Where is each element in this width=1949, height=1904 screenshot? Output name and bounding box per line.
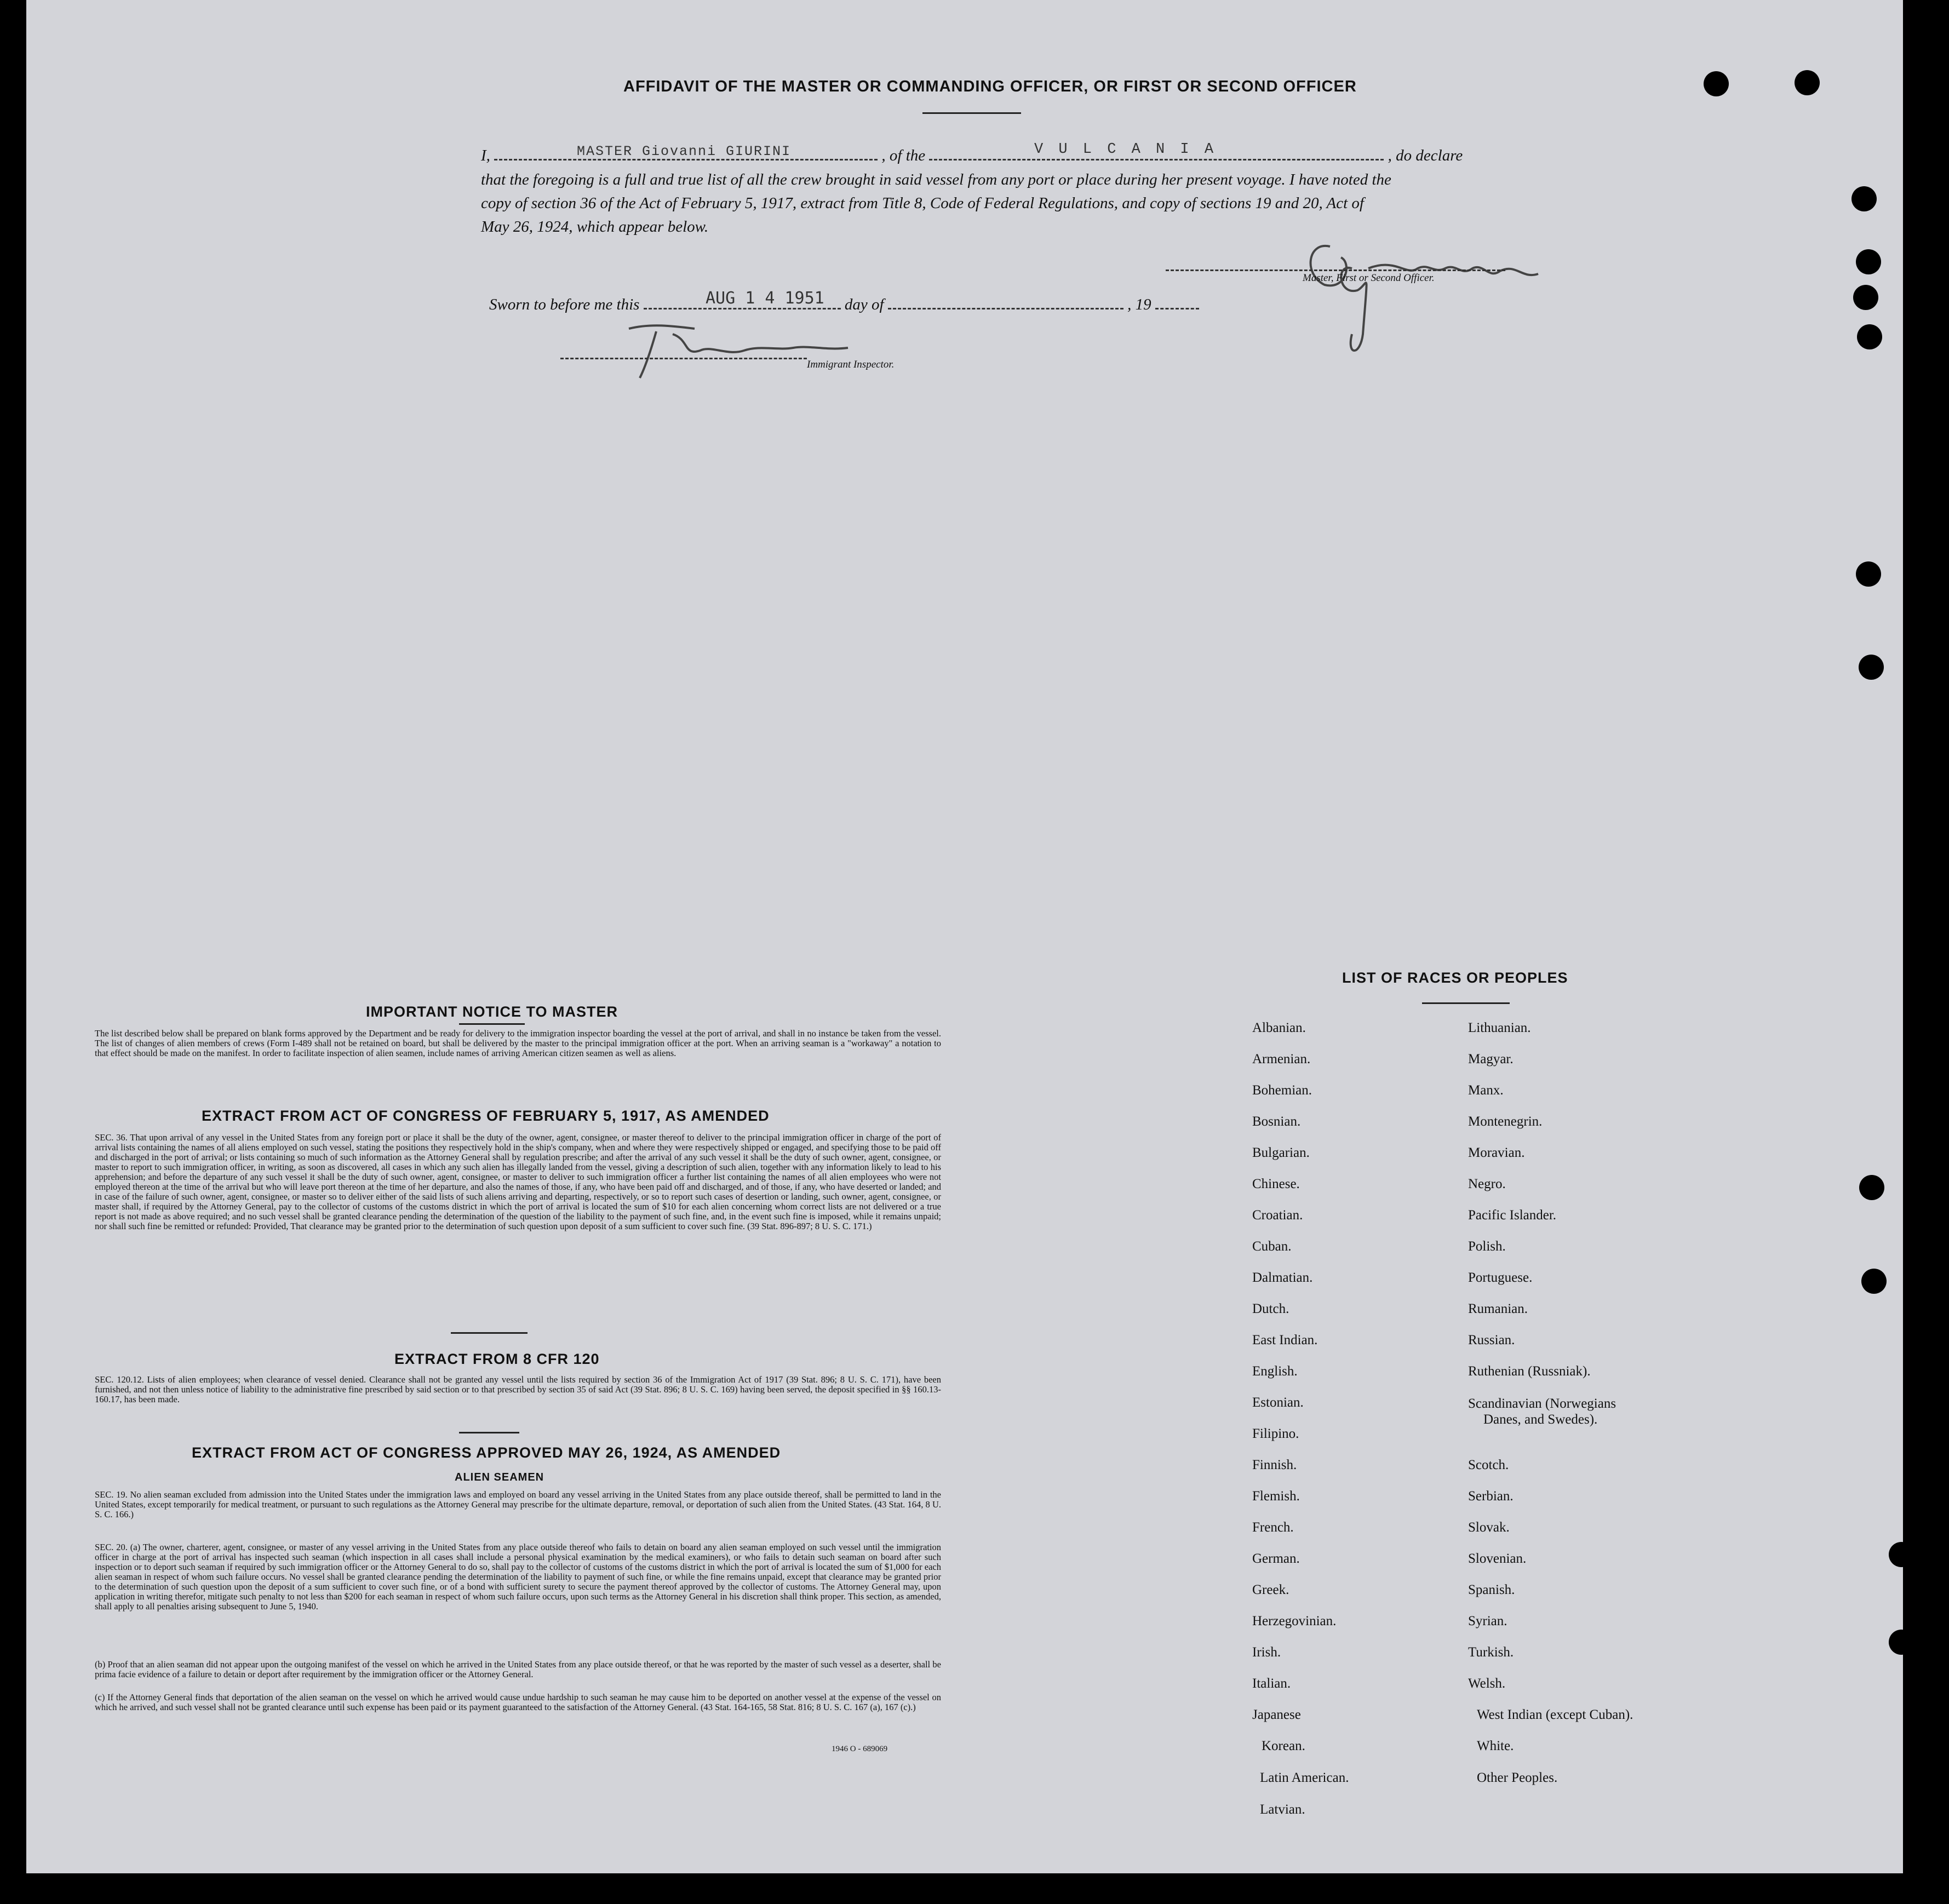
master-name-value: MASTER Giovanni GIURINI	[577, 144, 792, 159]
race-item: Flemish.	[1252, 1489, 1300, 1504]
race-item: Latin American.	[1260, 1770, 1349, 1785]
race-item: Turkish.	[1468, 1645, 1514, 1660]
race-item: Slovak.	[1468, 1520, 1510, 1535]
race-item: Bulgarian.	[1252, 1145, 1310, 1160]
race-item: Albanian.	[1252, 1020, 1306, 1035]
race-item: Scotch.	[1468, 1458, 1509, 1472]
race-item: Latvian.	[1260, 1802, 1305, 1817]
sworn-date-line	[644, 308, 841, 309]
race-item: Cuban.	[1252, 1239, 1292, 1254]
sworn-date-stamp: AUG 1 4 1951	[706, 289, 824, 308]
month-line	[888, 308, 1123, 309]
divider-1	[451, 1332, 528, 1334]
extract1917-text: SEC. 36. That upon arrival of any vessel in the United States from any foreign port or place it shall be the duty of the owner, agent, consignee, or master thereof to deliver to the principal immigration officer in charge of the port of arrival lists containing the names of all aliens employed on such vessel, stating the positions they respectively hold in the ship's company, when and where they were respectively shipped or engaged, and specifying those to be paid off and discharged in the port of arrival; or lists containing so much of such information as the Attorney General shall by regulation prescribe; and after the arrival of any such vessel it shall be the duty of such owner, agent, consignee, or master to report to such immigration officer, in writing, as soon as discovered, all cases in which any such alien has illegally landed from the vessel, giving a description of such alien, together with any information likely to lead to his apprehension; and before the departure of any such vessel it shall be the duty of such owner, agent, consignee, or master to deliver to such immigration officer a further list containing the names of all alien employees who were not employed thereon at the time of the arrival but who will leave port thereon at the time of her departure, and also the names of those, if any, who have been paid off and discharged, and of those, if any, who have deserted or landed; and in case of the failure of such owner, agent, consignee, or master so to deliver either of the said lists of such aliens arriving and departing, respectively, or so to report such cases of desertion or landing, such owner, agent, consignee, or master shall, if required by the Attorney General, pay to the collector of customs of the customs district in which the port of arrival is located the sum of $10 for each alien concerning whom correct lists are not delivered or a true report is not made as above required; and no such vessel shall be granted clearance pending the determination of the question of the liability to the payment of such fine, and, in the event such fine is imposed, while it remains unpaid; nor shall such fine be remitted or refunded: Provided, That clearance may be granted prior to the determination of such question upon deposit of a sum sufficient to cover such fine. (39 Stat. 896-897; 8 U. S. C. 171.)	[95, 1132, 941, 1231]
print-code: 1946 O - 689069	[832, 1745, 888, 1753]
officer-signature	[1286, 225, 1549, 362]
race-item: Pacific Islander.	[1468, 1208, 1557, 1223]
extract1924-title: EXTRACT FROM ACT OF CONGRESS APPROVED MAY 26, 1924, AS AMENDED	[192, 1444, 781, 1461]
affidavit-line2: that the foregoing is a full and true list of all the crew brought in said vessel from any port or place during her present voyage. I have noted the	[481, 171, 1391, 188]
race-item: Magyar.	[1468, 1052, 1514, 1066]
sec20a-text: SEC. 20. (a) The owner, charterer, agent, consignee, or master of any vessel arriving in the United States from any place outside thereof who fails to detain on board any alien seaman employed on such vessel until the immigration officer in charge at the port of arrival has inspected such seaman (which inspection in all cases shall include a personal physical examination by the medical examiners), or who fails to detain such seaman on board after such inspection or to deport such seaman if required by such immigration officer or the Attorney General to do so, shall pay to the collector of customs of the customs district in which the port of arrival is located the sum of $1,000 for each alien seaman in respect of whom such failure occurs. No vessel shall be granted clearance pending the determination of the liability to payment of such fine, or while the fine remains unpaid, except that clearance may be granted prior to the determination of such question upon the deposit of a sum sufficient to cover such fine, or of a bond with sufficient surety to secure the payment thereof approved by the collector of customs. The Attorney General may, upon application in writing therefor, mitigate such penalty to not less than $200 for each seaman in respect of whom such failure occurs, upon such terms as the Attorney General in his discretion shall think proper. This section, as amended, shall apply to all penalties arising subsequent to June 5, 1940.	[95, 1542, 941, 1611]
race-item: Finnish.	[1252, 1458, 1297, 1472]
sec20b-text: (b) Proof that an alien seaman did not appear upon the outgoing manifest of the vessel on which he arrived in the United States from any place outside thereof, or that he was reported by the master of such vessel as a deserter, shall be prima facie evidence of a failure to detain or deport after requirement by the immigration officer or the Attorney General.	[95, 1659, 941, 1679]
inspector-signature	[618, 318, 864, 389]
race-item: English.	[1252, 1364, 1298, 1379]
extract8cfr-title: EXTRACT FROM 8 CFR 120	[394, 1351, 600, 1367]
title-underline	[922, 112, 1021, 114]
notice-underline	[459, 1023, 525, 1025]
sec20c-text: (c) If the Attorney General finds that deportation of the alien seaman on the vessel on which he arrived would cause undue hardship to such seaman he may cause him to be deported on another vessel at the expense of the vessel on which he arrived, and such vessel shall not be granted clearance until such expense has been paid or its payment guaranteed to the satisfaction of the Attorney General. (43 Stat. 164-165, 58 Stat. 816; 8 U. S. C. 167 (a), 167 (c).)	[95, 1692, 941, 1712]
race-item: Irish.	[1252, 1645, 1281, 1660]
race-item: German.	[1252, 1551, 1300, 1566]
officer-caption: Master, First or Second Officer.	[1303, 272, 1435, 284]
affidavit-line4: May 26, 1924, which appear below.	[481, 218, 709, 236]
race-item: Armenian.	[1252, 1052, 1311, 1066]
race-item: Welsh.	[1468, 1676, 1506, 1691]
extract8cfr-text: SEC. 120.12. Lists of alien employees; when clearance of vessel denied. Clearance shall not be granted any vessel until the lists required by section 36 of the Immigration Act of 1917 (39 Stat. 896; 8 U. S. C. 171), have been furnished, and not then unless notice of liability to the administrative fine prescribed by said section or to that prescribed by section 35 of said Act (39 Stat. 896; 8 U. S. C. 169) having been served, the deposit specified in §§ 160.13-160.17, has been made.	[95, 1374, 941, 1404]
race-item: Japanese	[1252, 1707, 1301, 1722]
affidavit-i: I,	[481, 147, 490, 164]
race-item: Greek.	[1252, 1582, 1289, 1597]
binder-hole	[1859, 1175, 1884, 1200]
binder-hole	[1851, 186, 1877, 211]
race-item: Dutch.	[1252, 1301, 1289, 1316]
race-item: Italian.	[1252, 1676, 1291, 1691]
race-item: Herzegovinian.	[1252, 1614, 1337, 1628]
race-item: Other Peoples.	[1477, 1770, 1558, 1785]
binder-hole	[1795, 70, 1820, 95]
race-item: Syrian.	[1468, 1614, 1507, 1628]
inspector-caption: Immigrant Inspector.	[807, 359, 895, 370]
race-item: Scandinavian (Norwegians	[1468, 1396, 1616, 1411]
binder-hole	[1857, 324, 1882, 349]
race-item: Negro.	[1468, 1177, 1506, 1191]
binder-hole	[1853, 285, 1878, 310]
race-item: Estonian.	[1252, 1395, 1304, 1410]
race-item: Montenegrin.	[1468, 1114, 1543, 1129]
year-prefix: , 19	[1127, 296, 1151, 313]
race-item: Bohemian.	[1252, 1083, 1312, 1098]
race-item: Manx.	[1468, 1083, 1504, 1098]
document-page	[26, 0, 1903, 1873]
day-of-text: day of	[844, 296, 884, 313]
binder-hole	[1704, 71, 1729, 96]
alien-seamen-subtitle: ALIEN SEAMEN	[455, 1471, 544, 1483]
race-item: Korean.	[1262, 1739, 1305, 1753]
race-item: West Indian (except Cuban).	[1477, 1707, 1633, 1722]
race-item: East Indian.	[1252, 1333, 1318, 1347]
binder-hole	[1889, 1630, 1914, 1655]
sworn-prefix: Sworn to before me this	[489, 296, 640, 313]
race-item: Rumanian.	[1468, 1301, 1528, 1316]
of-the-text: , of the	[881, 147, 926, 164]
race-item: Dalmatian.	[1252, 1270, 1313, 1285]
race-item: French.	[1252, 1520, 1294, 1535]
race-item: Polish.	[1468, 1239, 1506, 1254]
race-item: Slovenian.	[1468, 1551, 1527, 1566]
races-underline	[1422, 1002, 1510, 1004]
year-line	[1155, 308, 1199, 309]
race-item: Serbian.	[1468, 1489, 1514, 1504]
race-item: Spanish.	[1468, 1582, 1515, 1597]
race-item: Lithuanian.	[1468, 1020, 1531, 1035]
vessel-name-line	[929, 159, 1384, 160]
binder-hole	[1859, 655, 1884, 680]
race-item: Bosnian.	[1252, 1114, 1301, 1129]
inspector-signature-line	[560, 358, 807, 359]
races-title: LIST OF RACES OR PEOPLES	[1342, 970, 1568, 986]
do-declare-text: , do declare	[1388, 147, 1463, 164]
race-item: White.	[1477, 1739, 1514, 1753]
officer-signature-line	[1166, 269, 1505, 271]
binder-hole	[1856, 249, 1881, 274]
affidavit-line3: copy of section 36 of the Act of February 5, 1917, extract from Title 8, Code of Federal Regulations, and copy of sections 19 and 20, Act of	[481, 194, 1364, 212]
race-item: Moravian.	[1468, 1145, 1525, 1160]
sec19-text: SEC. 19. No alien seaman excluded from admission into the United States under the immigration laws and employed on board any vessel arriving in the United States from any place outside thereof, shall be permitted to land in the United States, except temporarily for medical treatment, or pursuant to such regulations as the Attorney General may prescribe for the ultimate departure, removal, or deportation of such alien from the United States. (43 Stat. 164, 8 U. S. C. 166.)	[95, 1489, 941, 1519]
notice-text: The list described below shall be prepared on blank forms approved by the Department and be ready for delivery to the immigration inspector boarding the vessel at the port of arrival, and shall in no instance be taken from the vessel. The list of changes of alien members of crews (Form I-489 shall not be retained on board, but shall be delivered by the master to the principal immigration officer at the port. When an arriving seaman is a "workaway" a notation to that effect should be made on the manifest. In order to facilitate inspection of alien seamen, include names of arriving American citizen seamen as well as aliens.	[95, 1028, 941, 1058]
divider-2	[459, 1432, 519, 1433]
notice-title: IMPORTANT NOTICE TO MASTER	[366, 1003, 618, 1020]
affidavit-title: AFFIDAVIT OF THE MASTER OR COMMANDING OFFICER, OR FIRST OR SECOND OFFICER	[623, 78, 1357, 95]
race-item: Croatian.	[1252, 1208, 1303, 1223]
race-item: Ruthenian (Russniak).	[1468, 1364, 1591, 1379]
vessel-name-value: V U L C A N I A	[1034, 141, 1217, 158]
race-item: Russian.	[1468, 1333, 1515, 1347]
binder-hole	[1856, 561, 1881, 587]
race-item: Filipino.	[1252, 1426, 1299, 1441]
sworn-line	[489, 296, 1199, 314]
binder-hole	[1889, 1542, 1914, 1567]
binder-hole	[1861, 1269, 1887, 1294]
race-item: Chinese.	[1252, 1177, 1300, 1191]
race-item: Portuguese.	[1468, 1270, 1533, 1285]
race-item: Danes, and Swedes).	[1483, 1412, 1598, 1427]
extract1917-title: EXTRACT FROM ACT OF CONGRESS OF FEBRUARY 5, 1917, AS AMENDED	[202, 1108, 770, 1124]
